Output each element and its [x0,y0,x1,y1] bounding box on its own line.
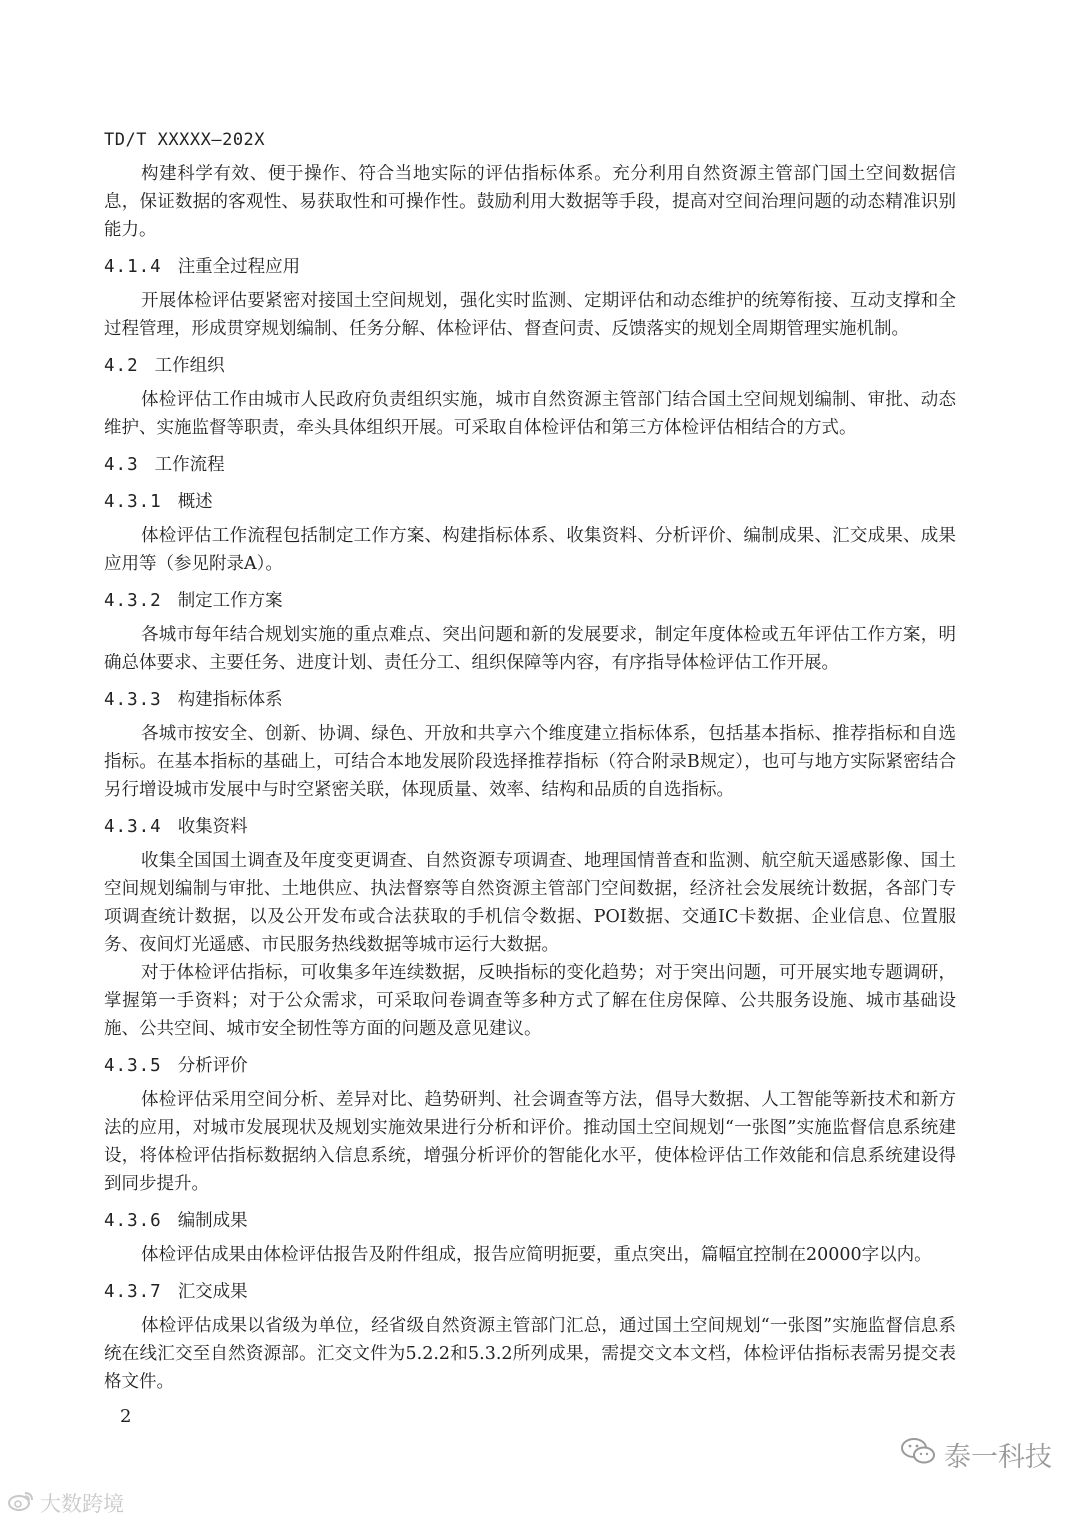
section-number: 4.1.4 [104,257,162,277]
section-heading [104,1052,956,1080]
body-paragraph: 构建科学有效、便于操作、符合当地实际的评估指标体系。充分利用自然资源主管部门国土空间数据信息，保证数据的客观性、易获取性和可操作性。鼓励利用大数据等手段，提高对空间治理问题的动态精准识别能力。 [104,164,956,240]
body-paragraph: 各城市每年结合规划实施的重点难点、突出问题和新的发展要求，制定年度体检或五年评估工作方案，明确总体要求、主要任务、进度计划、责任分工、组织保障等内容，有序指导体检评估工作开展。 [104,625,956,673]
section-heading [104,587,956,615]
section-heading [104,686,956,714]
watermark-left [8,1488,124,1518]
watermark-right [900,1435,1052,1474]
watermark-right-text: 泰一科技 [944,1442,1052,1473]
section-number: 4.3.2 [104,591,162,611]
body-paragraph: 开展体检评估要紧密对接国土空间规划，强化实时监测、定期评估和动态维护的统筹衔接、互动支撑和全过程管理，形成贯穿规划编制、任务分解、体检评估、督查问责、反馈落实的规划全周期管理实施机制。 [104,291,956,339]
section-title: 工作流程 [154,455,225,475]
body-paragraph: 体检评估成果由体检评估报告及附件组成，报告应简明扼要，重点突出，篇幅宜控制在20000字以内。 [141,1245,932,1265]
body-paragraph: 体检评估采用空间分析、差异对比、趋势研判、社会调查等方法，倡导大数据、人工智能等新技术和新方法的应用，对城市发展现状及规划实施效果进行分析和评价。推动国土空间规划“一张图”实施监督信息系统建设，将体检评估指标数据纳入信息系统，增强分析评价的智能化水平，使体检评估工作效能和信息系统建设得到同步提升。 [104,1090,956,1194]
section-title: 收集资料 [177,817,248,837]
section-title: 制定工作方案 [177,591,283,611]
section-heading [104,488,956,516]
section-heading [104,813,956,841]
section-number: 4.2 [104,356,139,376]
section-heading [104,1278,956,1306]
section-number: 4.3.6 [104,1211,162,1231]
section-title: 概述 [177,492,213,512]
section-title: 构建指标体系 [177,690,283,710]
section-number: 4.3.7 [104,1282,162,1302]
section-heading [104,352,956,380]
section-title: 工作组织 [154,356,225,376]
document-code-header: TD/T XXXXX—202X [104,130,266,150]
body-paragraph: 对于体检评估指标，可收集多年连续数据，反映指标的变化趋势；对于突出问题，可开展实地专题调研，掌握第一手资料；对于公众需求，可采取问卷调查等多种方式了解在住房保障、公共服务设施、城市基础设施、公共空间、城市安全韧性等方面的问题及意见建议。 [104,963,956,1039]
document-body [104,160,956,1396]
body-paragraph: 体检评估成果以省级为单位，经省级自然资源主管部门汇总，通过国土空间规划“一张图”实施监督信息系统在线汇交至自然资源部。汇交文件为5.2.2和5.3.2所列成果，需提交文本文档，体检评估指标表需另提交表格文件。 [104,1316,956,1392]
body-paragraph: 收集全国国土调查及年度变更调查、自然资源专项调查、地理国情普查和监测、航空航天遥感影像、国土空间规划编制与审批、土地供应、执法督察等自然资源主管部门空间数据，经济社会发展统计数据，各部门专项调查统计数据，以及公开发布或合法获取的手机信令数据、POI数据、交通IC卡数据、企业信息、位置服务、夜间灯光遥感、市民服务热线数据等城市运行大数据。 [104,851,956,955]
section-number: 4.3 [104,455,139,475]
section-heading [104,1207,956,1235]
section-title: 注重全过程应用 [177,257,301,277]
wechat-icon [900,1436,936,1473]
section-number: 4.3.5 [104,1056,162,1076]
body-paragraph: 体检评估工作流程包括制定工作方案、构建指标体系、收集资料、分析评价、编制成果、汇交成果、成果应用等（参见附录A）。 [104,526,956,574]
body-paragraph: 各城市按安全、创新、协调、绿色、开放和共享六个维度建立指标体系，包括基本指标、推荐指标和自选指标。在基本指标的基础上，可结合本地发展阶段选择推荐指标（符合附录B规定），也可与地方实际紧密结合另行增设城市发展中与时空紧密关联，体现质量、效率、结构和品质的自选指标。 [104,724,956,800]
section-title: 分析评价 [177,1056,248,1076]
section-heading [104,253,956,281]
page-number: 2 [120,1406,132,1427]
body-paragraph: 体检评估工作由城市人民政府负责组织实施，城市自然资源主管部门结合国土空间规划编制、审批、动态维护、实施监督等职责，牵头具体组织开展。可采取自体检评估和第三方体检评估相结合的方式。 [104,390,956,438]
section-number: 4.3.4 [104,817,162,837]
section-title: 汇交成果 [177,1282,248,1302]
section-heading [104,451,956,479]
section-title: 编制成果 [177,1211,248,1231]
section-number: 4.3.1 [104,492,162,512]
watermark-left-text: 大数跨境 [40,1492,124,1516]
weibo-icon [8,1490,34,1517]
section-number: 4.3.3 [104,690,162,710]
